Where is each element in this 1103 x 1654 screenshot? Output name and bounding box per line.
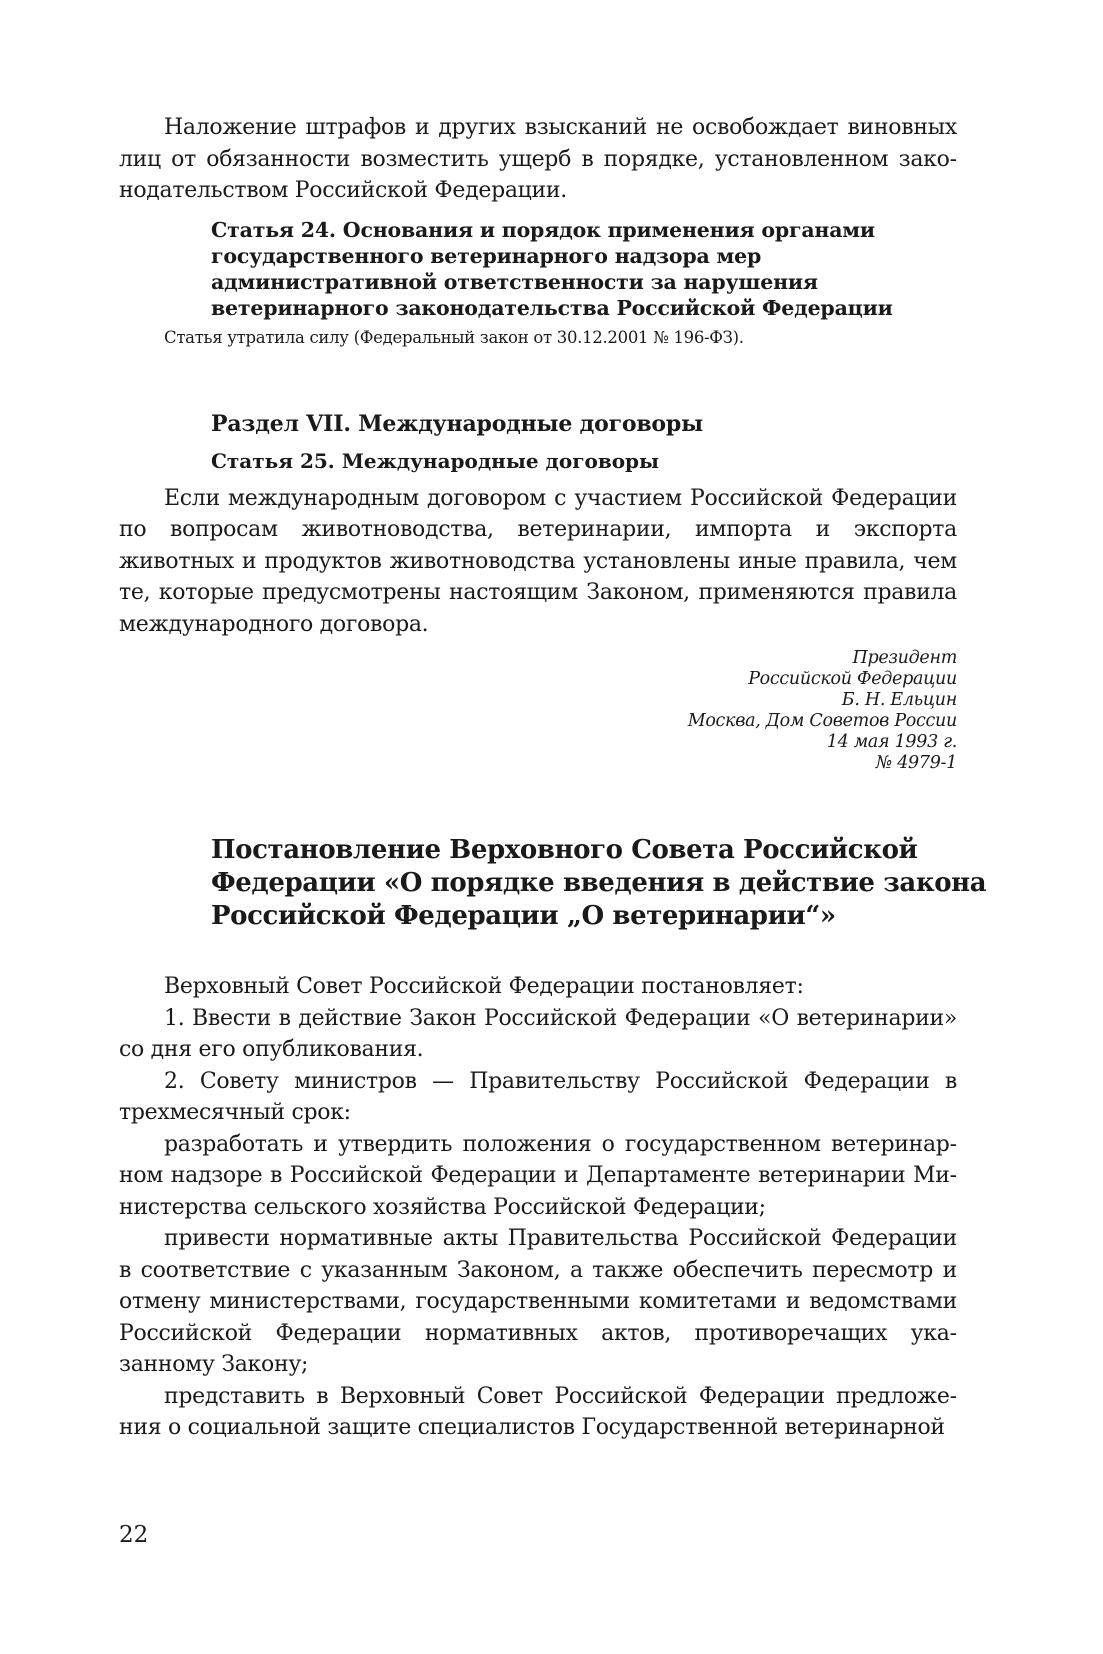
article-24-repeal-note: Статья утратила силу (Федеральный закон от 30.12.2001 № 196-ФЗ).	[164, 327, 744, 347]
decree-title	[211, 834, 987, 933]
signature-country: Российской Федерации	[748, 669, 957, 689]
article-24-heading-line: ветеринарного законодательства Российской Федерации	[211, 295, 893, 320]
decree-paragraph: привести нормативные акты Правительства Российской Федерации в соответствие с указанным Законом, а также обеспечить пересмотр и отмену министерствами, государственными комитетами и ведомствами Российской Федерации нормативных актов, противоречащих указанному Закону;	[119, 1226, 957, 1377]
article-25-heading: Статья 25. Международные договоры	[211, 448, 660, 473]
signature-name: Б. Н. Ельцин	[841, 690, 957, 710]
page-number: 22	[119, 1522, 149, 1548]
signature-place: Москва, Дом Советов России	[687, 711, 957, 731]
decree-title-line: Федерации «О порядке введения в действие закона	[211, 868, 987, 898]
decree-paragraph: 1. Ввести в действие Закон Российской Федерации «О ветеринарии» со дня его опубликования.	[119, 1005, 957, 1062]
article-25-text: Если международным договором с участием Российской Федерации по вопросам животноводства, ветеринарии, импорта и экспорта животных и продуктов животноводства установлены иные правила, чем те, которые предусмотрены настоящим Законом, применяются правила международного договора.	[119, 485, 957, 637]
section-7-heading: Раздел VII. Международные договоры	[211, 410, 703, 437]
article-24-heading-line: Статья 24. Основания и порядок применения органами	[211, 217, 875, 242]
decree-paragraph: Верховный Совет Российской Федерации постановляет:	[164, 974, 804, 999]
signature-block	[119, 648, 957, 774]
decree-paragraph: разработать и утвердить положения о государственном ветеринарном надзоре в Российской Федерации и Департаменте ветеринарии Министерства сельского хозяйства Российской Федерации;	[119, 1131, 957, 1220]
decree-paragraph: представить в Верховный Совет Российской Федерации предложения о социальной защите специалистов Государственной ветеринарной	[119, 1383, 957, 1440]
article-24-heading-line: государственного ветеринарного надзора мер	[211, 243, 762, 268]
decree-paragraph: 2. Совету министров — Правительству Российской Федерации в трехмесячный срок:	[119, 1068, 957, 1125]
article-24-heading-line: административной ответственности за нарушения	[211, 269, 818, 294]
signature-date: 14 мая 1993 г.	[826, 732, 957, 752]
page-body	[119, 112, 987, 1444]
article-24-heading	[211, 217, 957, 321]
decree-title-line: Постановление Верховного Совета Российской	[211, 835, 918, 865]
signature-title: Президент	[852, 648, 957, 668]
intro-paragraph: Наложение штрафов и других взысканий не освобождает виновных лиц от обязанности возместить ущерб в порядке, установленном законодательством Российской Федерации.	[119, 115, 957, 203]
signature-number: № 4979-1	[875, 753, 957, 773]
decree-title-line: Российской Федерации „О ветеринарии“»	[211, 901, 836, 931]
